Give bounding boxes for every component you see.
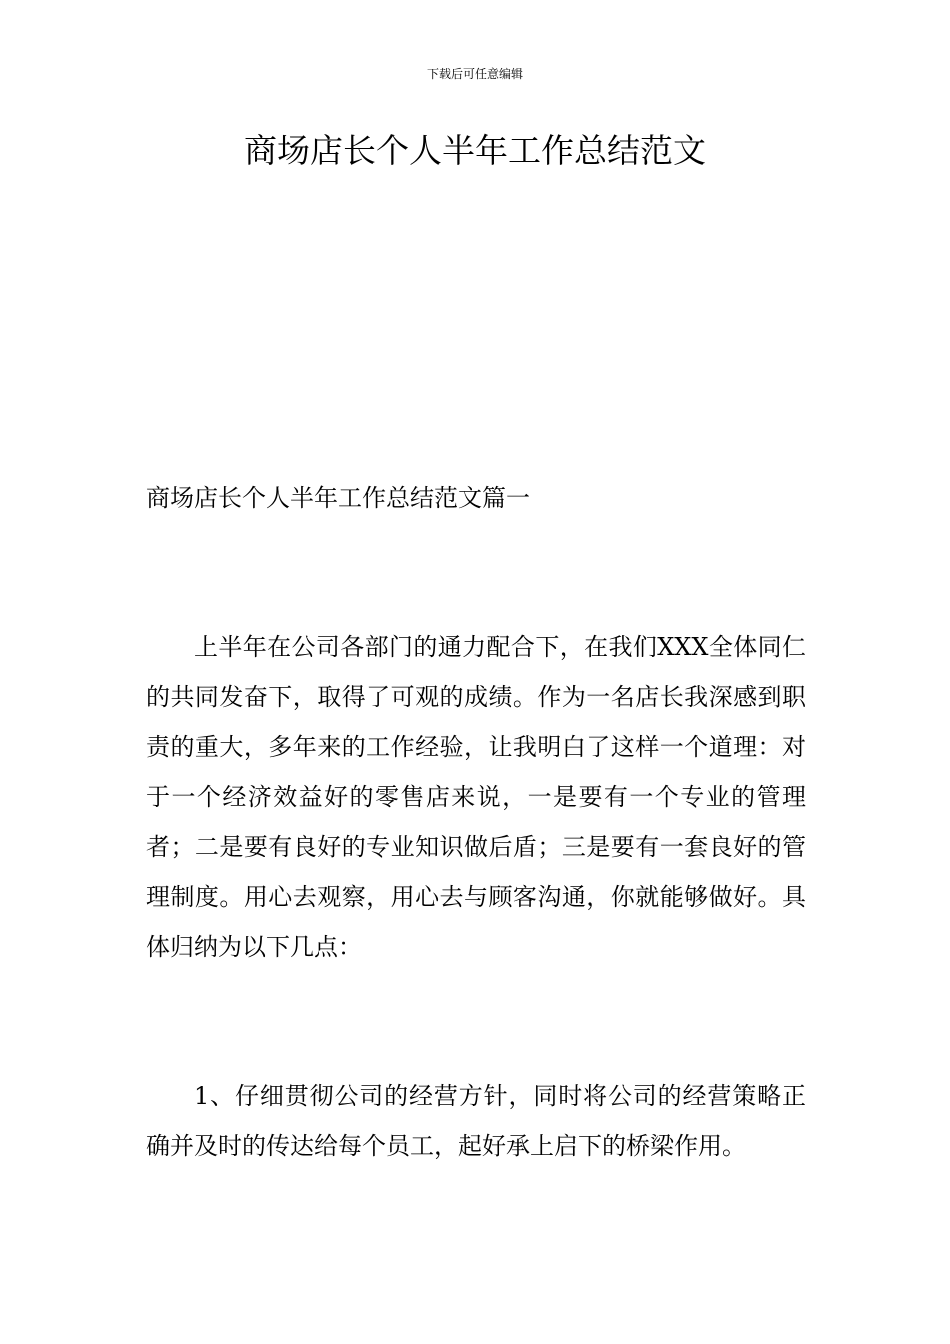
header-note: 下载后可任意编辑: [426, 67, 523, 81]
section-heading: 商场店长个人半年工作总结范文篇一: [146, 484, 530, 512]
body-paragraph: 1、仔细贯彻公司的经营方针，同时将公司的经营策略正确并及时的传达给每个员工，起好承上启下的桥梁作用。: [146, 1082, 806, 1160]
document-title: 商场店长个人半年工作总结范文: [244, 131, 706, 170]
body-paragraph: 上半年在公司各部门的通力配合下，在我们XXX全体同仁的共同发奋下，取得了可观的成绩。作为一名店长我深感到职责的重大，多年来的工作经验，让我明白了这样一个道理：对于一个经济效益好的零售店来说，一是要有一个专业的管理者；二是要有良好的专业知识做后盾；三是要有一套良好的管理制度。用心去观察，用心去与顾客沟通，你就能够做好。具体归纳为以下几点：: [146, 633, 806, 961]
